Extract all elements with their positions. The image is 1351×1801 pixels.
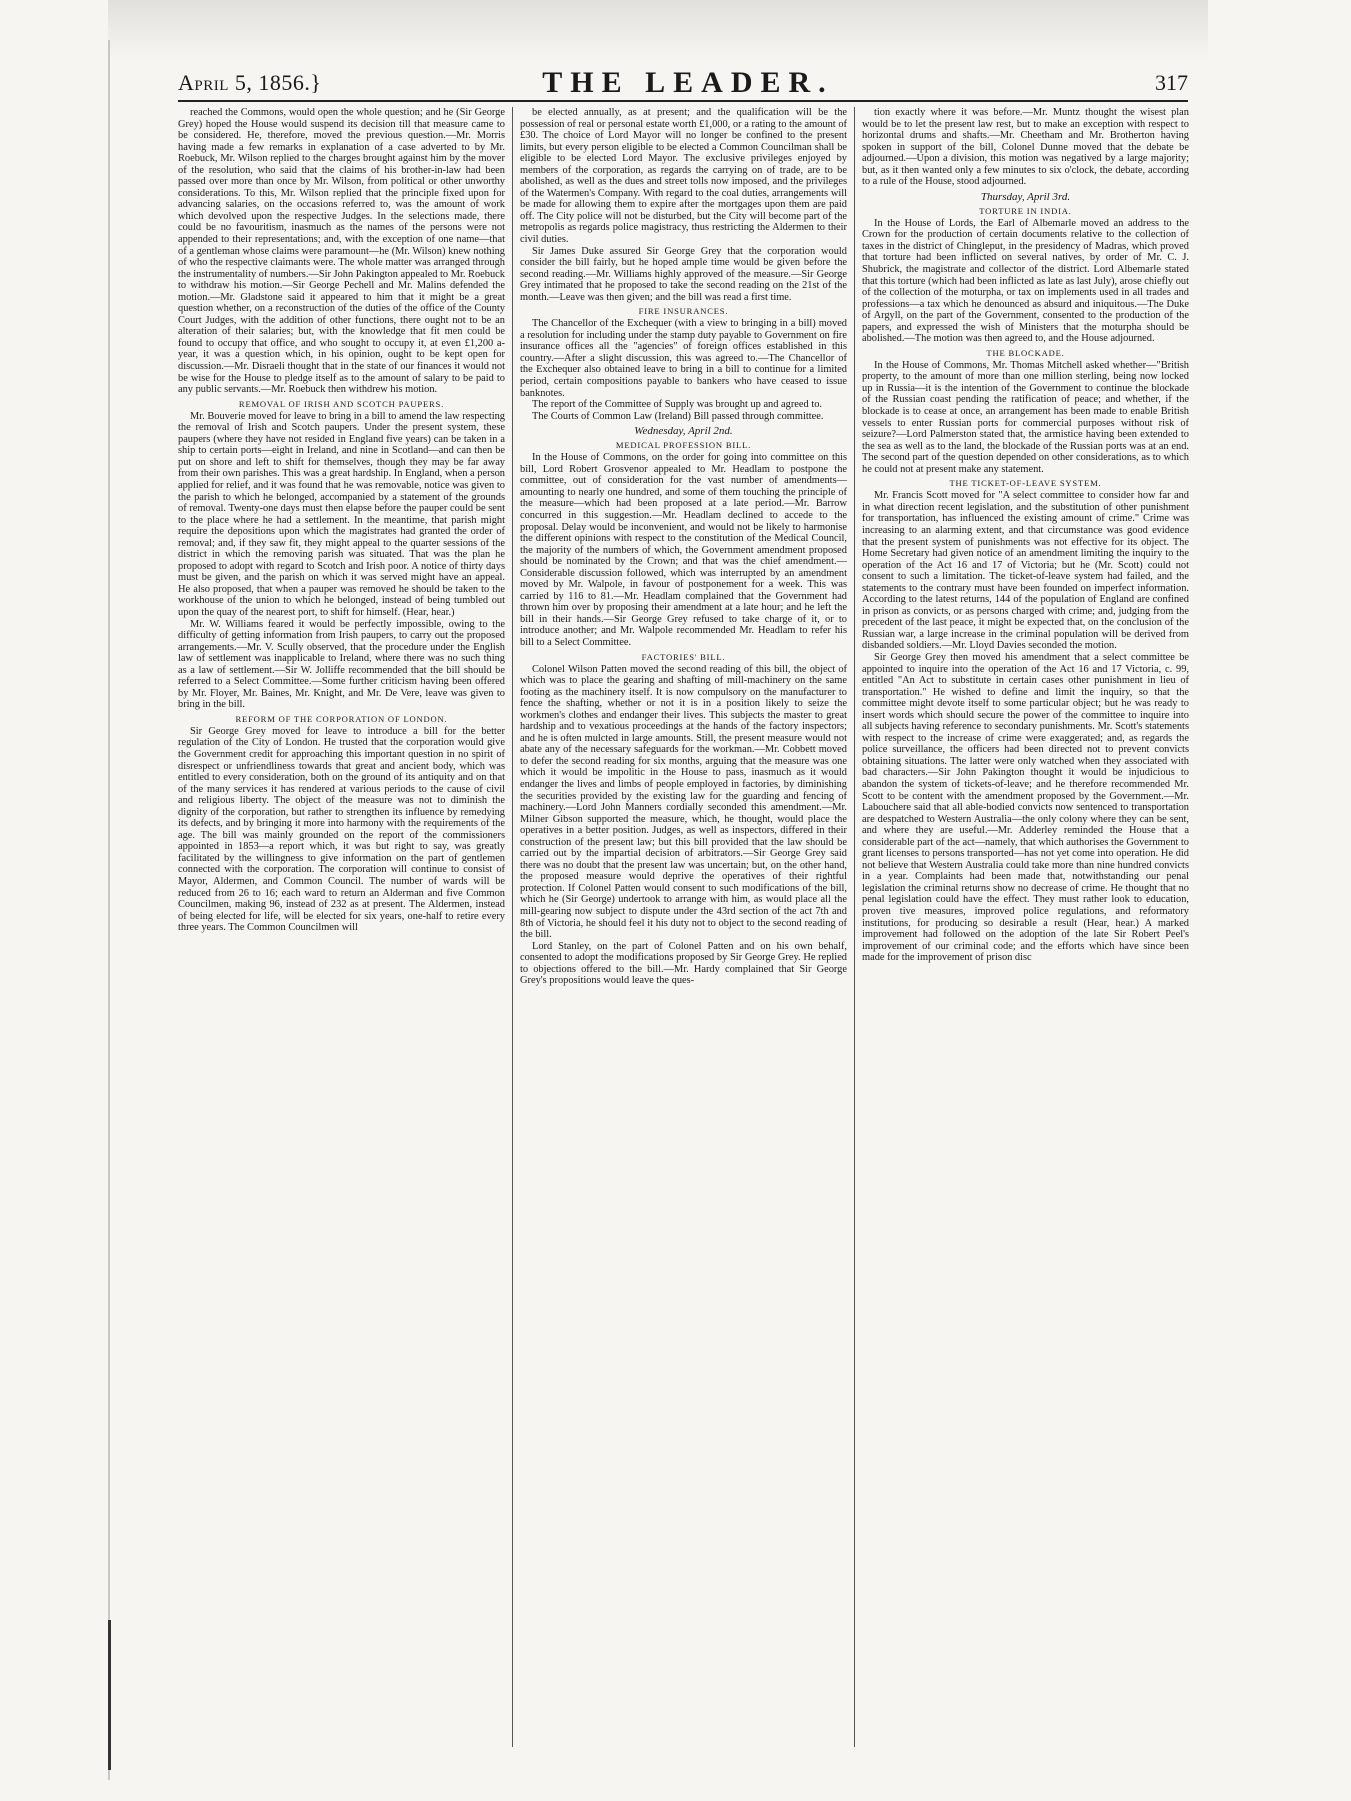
section-heading: MEDICAL PROFESSION BILL. xyxy=(615,440,752,451)
page-binding-edge xyxy=(108,40,110,1780)
article-paragraph: In the House of Lords, the Earl of Albemarle moved an address to the Crown for the production of certain documents relative to the collection of taxes in the district of Chingleput, in the presidency of Madras, which proved that torture had been inflicted on several natives, by order of Mr. C. J. Shubrick, the magistrate and collector of the district. Lord Albemarle stated that this torture (which had been inflicted as late as last July), arose chiefly out of the collection of the moturpha, or tax on implements used in all trades and professions—a tax which he denounced as absurd and iniquitous.—The Duke of Argyll, on the part of the Government, consented to the production of the papers, and expressed the wish of Ministers that the moturpha should be abolished.—The motion was then agreed to, and the House adjourned. xyxy=(862,217,1189,345)
article-paragraph: Mr. Francis Scott moved for "A select committee to consider how far and in what direction recent legislation, and the substitution of other punishment for transportation, has influenced the existing amount of crime." Crime was increasing to an alarming extent, and that circumstance was good evidence that the present system of punishments was not effective for its object. The Home Secretary had given notice of an amendment limiting the inquiry to the operation of the Act 16 and 17 of Victoria; but he (Mr. Scott) could not consent to such a limitation. The ticket-of-leave system had failed, and the statements to the contrary must have been founded on imperfect information. According to the latest returns, 144 of the population of England are confined in prison as convicts, or as persons charged with crime; and, judging from the precedent of the last peace, it might be expected that, on the conclusion of the Russian war, a large increase in the criminal population will be derived from disbanded soldiers.—Mr. Lloyd Davies seconded the motion. xyxy=(862,490,1189,652)
article-paragraph: Mr. W. Williams feared it would be perfectly impossible, owing to the difficulty of getting information from Irish paupers, to carry out the proposed arrangements.—Mr. V. Scully observed, that the procedure under the English law of settlement was inapplicable to Ireland, where there was no such thing as a law of settlement.—Sir W. Jolliffe recommended that the bill should be referred to a Select Committee.—Some further criticism having been offered by Mr. Floyer, Mr. Baines, Mr. Knight, and Mr. De Vere, leave was given to bring in the bill. xyxy=(178,618,505,711)
page-top-shadow xyxy=(108,0,1208,60)
article-paragraph: In the House of Commons, Mr. Thomas Mitchell asked whether—"British property, to the amount of more than one million sterling, being now locked up in Russia—it is the intention of the Government to continue the blockade of the Russian coast pending the ratification of peace; and whether, if the blockade is to cease at once, an arrangement has been made to enable British vessels to enter Russian ports for commercial purposes without risk of seizure?—Lord Palmerston stated that, the armistice having been extended to the sea as well as to the land, the blockade of the Russian ports was at an end. The second part of the question depended on other considerations, as to which he could not at present make any statement. xyxy=(862,359,1189,475)
article-columns xyxy=(178,107,1190,1747)
article-paragraph: Lord Stanley, on the part of Colonel Patten and on his own behalf, consented to adopt the modifications proposed by Sir George Grey. He replied to objections offered to the bill.—Mr. Hardy complained that Sir George Grey's propositions would leave the ques- xyxy=(520,940,847,987)
issue-date: April 5, 1856.} xyxy=(178,70,322,95)
article-paragraph: Sir George Grey moved for leave to introduce a bill for the better regulation of the City of London. He trusted that the corporation would give the Government credit for approaching this important question in no spirit of disrespect or unfriendliness towards that great and ancient body, which was entitled to every consideration, both on the ground of its antiquity and on that of the many services it has rendered at various periods to the cause of civil and religious liberty. The object of the measure was not to diminish the dignity of the corporation, but rather to strengthen its influence by remedying its defects, and by bringing it more into harmony with the requirements of the age. The bill was mainly grounded on the report of the commissioners appointed in 1853—a report which, it was but right to say, was greatly facilitated by the willingness to give information on the part of gentlemen connected with the corporation. The corporation will continue to consist of Mayor, Aldermen, and Common Council. The number of wards will be reduced from 26 to 16; each ward to return an Alderman and five Common Councilmen, making 96, instead of 232 as at present. The Aldermen, instead of being elected for life, will be elected for six years, one-half to retire every three years. The Common Councilmen will xyxy=(178,725,505,934)
article-paragraph: In the House of Commons, on the order for going into committee on this bill, Lord Robert Grosvenor appealed to Mr. Headlam to postpone the committee, out of consideration for the vast number of amendments—amounting to nearly one hundred, and some of them touching the principle of the measure—which had been proposed at a late period.—Mr. Barrow concurred in this suggestion.—Mr. Headlam declined to accede to the proposal. Delay would be inconvenient, and would not be likely to harmonise the different opinions with respect to the constitution of the Medical Council, the majority of the numbers of which, the Government amendment proposed should be nominated by the Crown; and that was the chief amendment.—Considerable discussion followed, which was interrupted by an amendment moved by Mr. Walpole, in favour of postponement for a week. This was carried by 116 to 81.—Mr. Headlam complained that the Government had thrown him over by proposing their amendment at a late hour; and he left the bill in their hands.—Sir George Grey refused to take charge of it, or to introduce another; and Mr. Walpole recommended Mr. Headlam to refer his bill to a Select Committee. xyxy=(520,452,847,648)
article-paragraph: The Courts of Common Law (Ireland) Bill passed through committee. xyxy=(532,410,824,422)
column-1 xyxy=(178,107,505,1747)
margin-mark xyxy=(108,1620,111,1770)
article-paragraph: Sir James Duke assured Sir George Grey that the corporation would consider the bill fairly, but he hoped ample time would be given before the second reading.—Mr. Williams highly approved of the measure.—Sir George Grey intimated that he proposed to take the second reading on the 21st of the month.—Leave was then given; and the bill was read a first time. xyxy=(520,245,847,303)
article-paragraph: tion exactly where it was before.—Mr. Muntz thought the wisest plan would be to let the present law rest, but to make an exception with respect to horizontal drums and shafts.—Mr. Cheetham and Mr. Brotherton having spoken in support of the bill, Colonel Dunne moved that the debate be adjourned.—Upon a division, this motion was negatived by a large majority; but, as it then wanted only a few minutes to six o'clock, the debate, according to a rule of the House, stood adjourned. xyxy=(862,107,1189,188)
column-divider xyxy=(512,107,513,1747)
section-heading: REMOVAL OF IRISH AND SCOTCH PAUPERS. xyxy=(238,398,445,409)
section-heading: THE TICKET-OF-LEAVE SYSTEM. xyxy=(949,478,1102,489)
article-paragraph: The report of the Committee of Supply was brought up and agreed to. xyxy=(532,399,823,411)
column-2 xyxy=(520,107,847,1747)
article-paragraph: be elected annually, as at present; and the qualification will be the possession of real or personal estate worth £1,000, or a rating to the amount of £30. The choice of Lord Mayor will no longer be confined to the present limits, but every person eligible to be elected a Common Councilman shall be eligible to be elected Lord Mayor. The exclusive privileges enjoyed by members of the corporation, as regards the carrying on of trade, are to be abolished, as well as the dues and street tolls now imposed, and the privileges of the Watermen's Company. With regard to the coal duties, arrangements will be made for allowing them to expire after the mortgages upon them are paid off. The City police will not be disturbed, but the City will become part of the metropolis as regards police magistracy, thus restricting the Aldermen to their civil duties. xyxy=(520,107,847,246)
column-divider xyxy=(854,107,855,1747)
masthead-title: THE LEADER. xyxy=(542,66,834,99)
article-paragraph: Colonel Wilson Patten moved the second reading of this bill, the object of which was to place the gearing and shafting of mill-machinery on the same footing as the machinery itself. It is now compulsory on the manufacturer to fence the shafting, whether or not it is in a position likely to seize the workmen's clothes and endanger their lives. This subjects the master to great hardship and to vexatious proceedings at the hands of the factory inspectors; and he is often mulcted in large amounts. Still, the present measure would not abate any of the necessary safeguards for the workman.—Mr. Cobbett moved to defer the second reading for six months, arguing that the measure was one which it would be impolitic in the House to pass, inasmuch as it would endanger the lives and limbs of people employed in factories, by diminishing the securities provided by the existing law for the guarding and fencing of machinery.—Lord John Manners cordially seconded this amendment.—Mr. Milner Gibson supported the measure, which, he thought, would place the operatives in a better position. Judges, as well as inspectors, differed in their construction of the present law; but this bill provided that the law should be carried out by the impartial decision of arbitrators.—Sir George Grey said there was no doubt that the present law was uncertain; but, on the other hand, the proposed measure would deprive the operatives of their rightful protection. If Colonel Patten would consent to such modifications of the bill, which he (Sir George) undertook to arrange with him, as would place all the mill-gearing now subject to dispute under the 43rd section of the act 7th and 8th of Victoria, he should feel it his duty not to object to the second reading of the bill. xyxy=(520,663,847,941)
article-paragraph: reached the Commons, would open the whole question; and he (Sir George Grey) hoped the House would suspend its decision till that measure came to be considered. He, therefore, moved the previous question.—Mr. Morris having made a few remarks in explanation of a case adverted to by Mr. Roebuck, Mr. Wilson replied to the charges brought against him by the mover of the resolution, who said that the claims of his brother-in-law had been passed over more than once by Mr. Wilson, from political or other unworthy considerations. To this, Mr. Wilson replied that the principle fixed upon for advancing salaries, on the occasions referred to, was the amount of work which devolved upon the respective Judges. In the selections made, there could be no favouritism, inasmuch as the names of the persons were not appended to their representations; and, with the exception of one name—that of a gentleman whose claims were paramount—he (Mr. Wilson) knew nothing of who the respective claimants were. The whole matter was arranged through the instrumentality of numbers.—Sir John Pakington appealed to Mr. Roebuck to withdraw his motion.—Sir George Pechell and Mr. Malins defended the motion.—Mr. Gladstone said it appeared to him that it might be a great question whether, on a reconstruction of the duties of the office of the County Court Judges, with the addition of other functions, there ought not to be an alteration of their salaries; but, with the knowledge that fit men could be found to occupy that office, and who sought to occupy it, at even £1,200 a-year, it was a question which, in his opinion, ought to be kept open for discussion.—Mr. Disraeli thought that in the state of our finances it would not be wise for the House to pledge itself as to the amount of salary to be paid to any public servants.—Mr. Roebuck then withdrew his motion. xyxy=(178,107,505,396)
article-paragraph: The Chancellor of the Exchequer (with a view to bringing in a bill) moved a resolution for including under the stamp duty payable to Government on fire insurance offices all the "agencies" of foreign offices established in this country.—After a slight discussion, this was agreed to.—The Chancellor of the Exchequer also obtained leave to bring in a bill to continue for a limited period, certain compositions payable to bankers who have ceased to issue banknotes. xyxy=(520,318,847,399)
column-3 xyxy=(862,107,1189,1747)
page-header xyxy=(178,66,1188,102)
article-paragraph: Mr. Bouverie moved for leave to bring in a bill to amend the law respecting the removal of Irish and Scotch paupers. Under the present system, these paupers (where they have not resided in England five years) can be taken in a ship to certain ports—eight in Ireland, and nine in Scotland—and can then be put on shore and left to shift for themselves, though they may be far away from their own parishes. This was a great hardship. In England, when a person applied for relief, and it was found that he was removable, notice was given to the parish to which he belonged, accompanied by a statement of the grounds of removal. Twenty-one days must then elapse before the pauper could be sent to the place where he had a settlement. In the meantime, that parish might require the depositions upon which the magistrates had granted the order of removal; and, if they saw fit, they might appeal to the quarter sessions of the district in which the removing parish was situated. That was the plan he proposed to adopt with regard to Scotch and Irish poor. A notice of thirty days must be given, and the parish on which it was served might have an appeal. He also proposed, that when a pauper was removed he should be taken to the workhouse of the union to which he belonged, instead of being tumbled out upon the quay of the nearest port, to shift for himself. (Hear, hear.) xyxy=(178,410,505,618)
page-number: 317 xyxy=(1155,70,1188,95)
section-heading: FACTORIES' BILL. xyxy=(641,651,726,662)
article-paragraph: Sir George Grey then moved his amendment that a select committee be appointed to inquire into the operation of the Act 16 and 17 Victoria, c. 99, entitled "An Act to substitute in certain cases other punishment in lieu of transportation." He wished to define and limit the inquiry, so that the committee might devote itself to some particular object; but he was ready to insert words which should secure the power of the committee to inquire into all subjects having reference to secondary punishments. Mr. Scott's statements with respect to the increase of crime were exaggerated; and, as regards the police surveillance, the officers had been directed not to prevent convicts obtaining situations. The latter were only watched when they associated with bad characters.—Sir John Pakington thought it would be injudicious to abandon the system of tickets-of-leave; and he therefore recommended Mr. Scott to be content with the amendment proposed by the Government.—Mr. Labouchere said that all able-bodied convicts now sentenced to transportation are despatched to Western Australia—the only colony where they can be sent, and where they are useful.—Mr. Adderley reminded the House that a considerable part of the act—namely, that which authorises the Government to grant licenses to persons transported—has not yet come into operation. He did not believe that Western Australia could take more than nine hundred convicts in a year. Complaints had been made that, notwithstanding our penal legislation the criminal returns show no decrease of crime. He thought that no penal legislation could have the effect. They must rather look to education, proven tive measures, improved police regulations, and reformatory institutions, for producing so desirable a result (Hear, hear.) A marked improvement had followed on the adoption of the late Sir Robert Peel's improvement of our criminal code; and the efforts which have since been made for the improvement of prison disc xyxy=(862,651,1189,964)
section-heading: TORTURE IN INDIA. xyxy=(979,205,1072,216)
section-heading: REFORM OF THE CORPORATION OF LONDON. xyxy=(235,713,448,724)
section-heading: THE BLOCKADE. xyxy=(986,347,1065,358)
date-heading: Wednesday, April 2nd. xyxy=(634,425,733,438)
section-heading: FIRE INSURANCES. xyxy=(638,306,729,317)
date-heading: Thursday, April 3rd. xyxy=(980,190,1071,203)
